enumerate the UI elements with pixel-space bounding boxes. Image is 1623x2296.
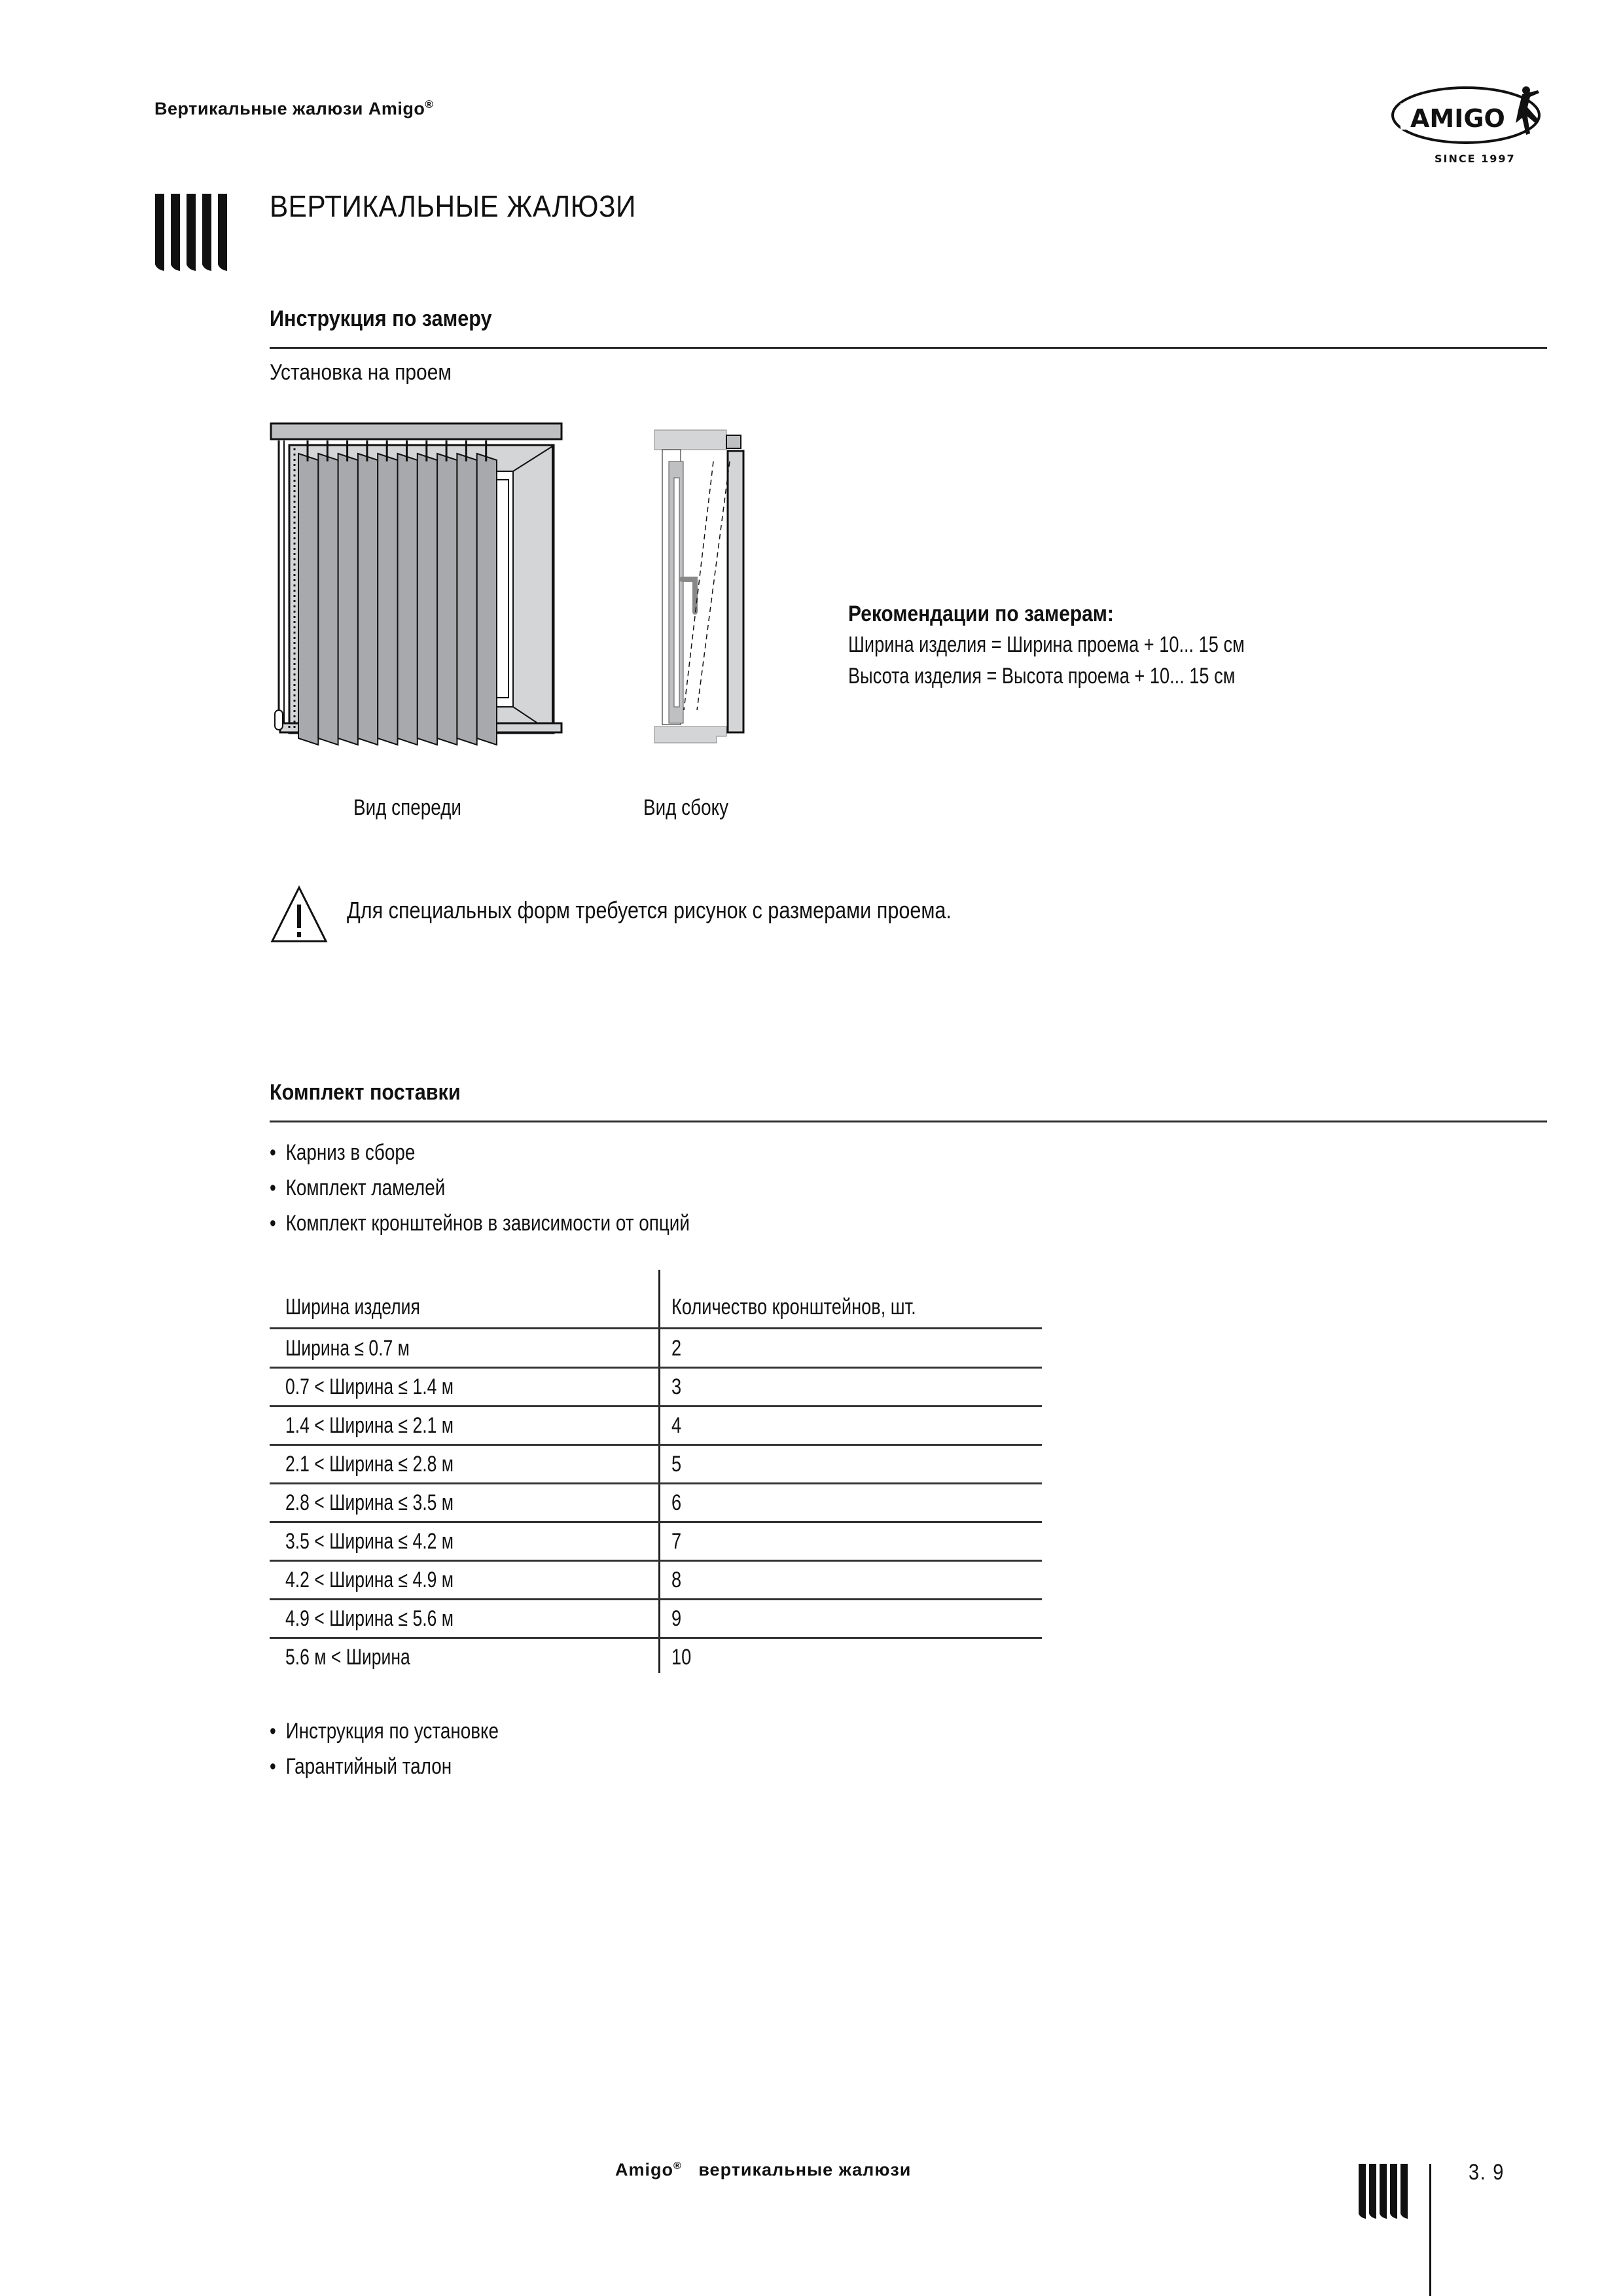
recommendation-height: Высота изделия = Высота проема + 10... 15 см [848, 664, 1236, 689]
headrail-profile [726, 435, 741, 448]
blind-slats [298, 440, 497, 745]
table-row [270, 1600, 1042, 1638]
footer-divider [1429, 2164, 1431, 2296]
table-row [270, 1329, 1042, 1367]
table-cell-count: 5 [671, 1452, 682, 1477]
table-cell-count: 2 [671, 1336, 682, 1361]
amigo-logo [1387, 77, 1558, 169]
table-cell-count: 3 [671, 1374, 682, 1399]
vertical-blinds-icon [155, 194, 228, 271]
table-row [270, 1484, 1042, 1522]
table-cell-width: 0.7 < Ширина ≤ 1.4 м [285, 1374, 454, 1399]
slat-profile [728, 451, 743, 732]
blind-slat [358, 454, 378, 745]
table-row [270, 1445, 1042, 1483]
recommendation-width: Ширина изделия = Ширина проема + 10... 15 см [848, 632, 1245, 657]
table-row [270, 1522, 1042, 1560]
delivery-heading: Комплект поставки [270, 1080, 461, 1105]
footer-title [615, 2160, 911, 2180]
table-cell-width: 4.9 < Ширина ≤ 5.6 м [285, 1606, 454, 1631]
measurement-rule [270, 347, 1547, 349]
table-header-count: Количество кронштейнов, шт. [671, 1295, 916, 1319]
blind-slat [398, 454, 418, 745]
front-view-caption: Вид спереди [353, 795, 461, 820]
table-cell-width: Ширина ≤ 0.7 м [285, 1336, 410, 1361]
cord-weight [275, 710, 283, 730]
blind-slat [318, 454, 338, 745]
footer-registered-mark: ® [673, 2161, 682, 2172]
table-cell-width: 2.8 < Ширина ≤ 3.5 м [285, 1490, 454, 1515]
table-row [270, 1407, 1042, 1444]
table-cell-count: 6 [671, 1490, 682, 1515]
delivery-rule [270, 1121, 1547, 1122]
warning-triangle-icon [270, 885, 329, 944]
vertical-blinds-icon [1359, 2164, 1411, 2219]
blind-slat [477, 454, 497, 745]
blind-slat [298, 454, 318, 745]
headrail [271, 423, 562, 439]
footer-brand: Amigo [615, 2160, 673, 2179]
measurement-recommendations [848, 599, 1344, 692]
logo-tagline: SINCE 1997 [1435, 152, 1516, 165]
delivery-list-bottom [270, 1713, 549, 1784]
list-item: • Карниз в сборе [270, 1140, 416, 1165]
warning-text: Для специальных форм требуется рисунок с размерами проема. [347, 897, 952, 924]
table-header-row [270, 1285, 1042, 1323]
registered-mark: ® [425, 98, 434, 111]
measurement-subheading: Установка на проем [270, 360, 452, 385]
side-view-drawing [648, 422, 746, 779]
blind-slat [437, 454, 457, 745]
blind-slat [418, 454, 437, 745]
list-item: • Комплект кронштейнов в зависимости от опций [270, 1211, 690, 1236]
running-header-text: Вертикальные жалюзи Amigo [154, 99, 425, 118]
blind-slat [338, 454, 358, 745]
table-cell-width: 2.1 < Ширина ≤ 2.8 м [285, 1452, 454, 1477]
running-man-logo-icon [1516, 86, 1539, 135]
footer-title-text: вертикальные жалюзи [698, 2160, 912, 2179]
list-item: • Гарантийный талон [270, 1754, 452, 1779]
table-cell-count: 10 [671, 1645, 692, 1670]
table-row [270, 1368, 1042, 1406]
page-title: ВЕРТИКАЛЬНЫЕ ЖАЛЮЗИ [270, 189, 636, 223]
table-header-width: Ширина изделия [285, 1295, 420, 1319]
running-header [154, 98, 433, 119]
table-cell-width: 1.4 < Ширина ≤ 2.1 м [285, 1413, 454, 1438]
table-cell-width: 4.2 < Ширина ≤ 4.9 м [285, 1568, 454, 1592]
table-row [270, 1561, 1042, 1599]
table-cell-count: 9 [671, 1606, 682, 1631]
page-number: 3. 9 [1469, 2160, 1505, 2185]
logo-brand: AMIGO [1410, 104, 1505, 133]
table-cell-count: 4 [671, 1413, 682, 1438]
side-view-caption: Вид сбоку [643, 795, 729, 820]
front-view-drawing [270, 422, 564, 772]
table-row [270, 1638, 1042, 1676]
table-cell-count: 8 [671, 1568, 682, 1592]
table-cell-count: 7 [671, 1529, 682, 1554]
list-item: • Инструкция по установке [270, 1719, 499, 1744]
blind-slat [457, 454, 476, 745]
window-handle [682, 579, 695, 612]
blind-slat [378, 454, 397, 745]
measurement-heading: Инструкция по замеру [270, 306, 492, 331]
recommendations-title: Рекомендации по замерам: [848, 601, 1114, 626]
table-cell-width: 5.6 м < Ширина [285, 1645, 410, 1670]
delivery-list-top [270, 1135, 782, 1241]
table-cell-width: 3.5 < Ширина ≤ 4.2 м [285, 1529, 454, 1554]
list-item: • Комплект ламелей [270, 1175, 446, 1200]
